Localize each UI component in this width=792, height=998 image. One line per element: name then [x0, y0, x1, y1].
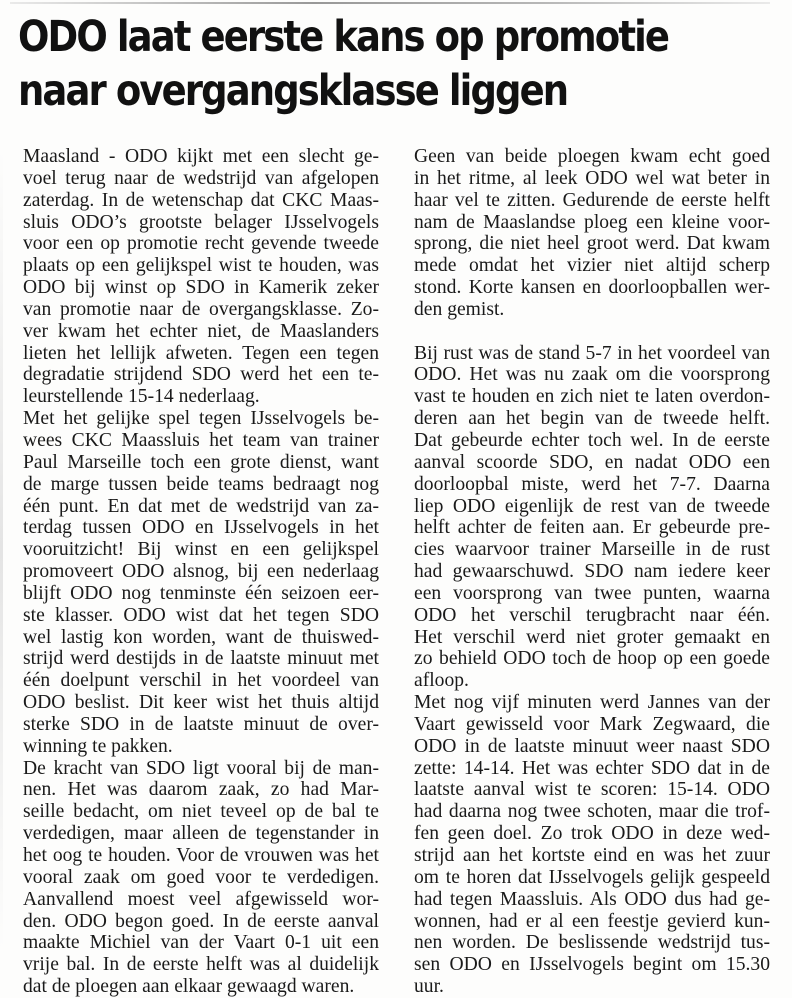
text-line: ODO beslist. Dit keer wist het thuis altijd [23, 692, 379, 714]
text-line: vrije bal. In de eerste helft was al duidelijk [23, 954, 379, 976]
text-line: promoveert ODO alsnog, bij een nederlaag [23, 561, 379, 583]
text-line: Aanvallend moest veel afgewisseld wor- [23, 888, 379, 910]
scan-edge-shadow [0, 150, 3, 950]
text-line: vooruitzicht! Bij winst en een gelijkspel [23, 539, 379, 561]
text-line: Paul Marseille toch een grote dienst, want [23, 451, 379, 473]
text-line: nam de Maaslandse ploeg een kleine voor- [414, 211, 770, 233]
text-line: aanval scoorde SDO, en nadat ODO een [414, 451, 770, 473]
text-line: strijd werd destijds in de laatste minuut met [23, 648, 379, 670]
text-line: wees CKC Maassluis het team van trainer [23, 429, 379, 451]
text-line: voel terug naar de wedstrijd van afgelopen [23, 167, 379, 189]
paragraph [23, 758, 379, 998]
text-line: blijft ODO nog tenminste één seizoen eer- [23, 582, 379, 604]
text-line: maakte Michiel van der Vaart 0-1 uit een [23, 932, 379, 954]
text-line: strijd aan het kortste eind en was het zuur [414, 845, 770, 866]
text-line: verdedigen, maar alleen de tegenstander in [23, 823, 379, 845]
text-line: leurstellende 15-14 nederlaag. [23, 386, 260, 408]
top-rule [10, 2, 770, 4]
text-line: één doelpunt verschil in het voordeel van [23, 670, 379, 692]
headline-line: naar overgangsklasse liggen [18, 66, 568, 116]
text-line: terdag tussen ODO en IJsselvogels in het [23, 517, 379, 539]
text-line: sen ODO en IJsselvogels begint om 15.30 [414, 954, 770, 976]
text-line: Met het gelijke spel tegen IJsselvogels be- [23, 408, 379, 430]
text-line: nen worden. De beslissende wedstrijd tus- [414, 932, 770, 954]
text-line: liep ODO eigenlijk de rest van de tweede [414, 495, 770, 517]
text-line: sprong, die niet heel groot werd. Dat kwam [414, 233, 770, 255]
text-line: een voorsprong van twee punten, waarna [414, 582, 770, 604]
text-line: ODO in de laatste minuut weer naast SDO [414, 735, 770, 757]
text-line: seille bedacht, om niet teveel op de bal te [23, 801, 379, 823]
text-line: om te horen dat IJsselvogels gelijk gespeeld [414, 866, 770, 888]
text-line: den. ODO begon goed. In de eerste aanval [23, 910, 379, 932]
text-line: laatste aanval wist te scoren: 15-14. ODO [414, 779, 770, 801]
text-line: De kracht van SDO ligt vooral bij de man- [23, 757, 379, 779]
text-line: van promotie naar de overgangsklasse. Zo- [23, 298, 379, 320]
text-line: lieten het lellijk afweten. Tegen een tegen [23, 342, 379, 364]
paragraph [414, 692, 770, 998]
text-line: Met nog vijf minuten werd Jannes van der [414, 692, 770, 714]
text-line: dat de ploegen aan elkaar gewaagd waren. [23, 976, 355, 998]
text-line: Het verschil werd niet groter gemaakt en [414, 626, 770, 648]
text-line: wonnen, had er al een feestje gevierd kun- [414, 910, 770, 932]
text-line: Maasland - ODO kijkt met een slecht ge- [23, 146, 379, 167]
text-line: zo behield ODO toch de hoop op een goede [414, 648, 770, 670]
text-line: mede omdat het vizier niet altijd scherp [414, 255, 770, 277]
headline-line: ODO laat eerste kans op promotie [18, 12, 669, 62]
paragraph-gap [414, 321, 770, 343]
text-line: in het ritme, al leek ODO wel wat beter in [414, 167, 770, 189]
text-line: zette: 14-14. Het was echter SDO dat in de [414, 757, 770, 779]
text-line: fen geen doel. Zo trok ODO in deze wed- [414, 823, 770, 845]
text-line: ODO. Het was nu zaak om die voorsprong [414, 364, 770, 386]
text-line: doorloopbal miste, werd het 7-7. Daarna [414, 473, 770, 495]
text-line: Bij rust was de stand 5-7 in het voordeel van [414, 342, 770, 364]
text-line: plaats op een gelijkspel wist te houden, was [23, 255, 379, 277]
text-line: afloop. [414, 670, 469, 692]
text-line: voor een op promotie recht gevende tweede [23, 233, 379, 255]
text-line: Vaart gewisseld voor Mark Zegwaard, die [414, 713, 770, 735]
paragraph [414, 146, 770, 321]
text-line: nen. Het was daarom zaak, zo had Mar- [23, 779, 379, 801]
text-line: cies waarvoor trainer Marseille in de rust [414, 539, 770, 561]
text-line: den gemist. [414, 298, 505, 320]
paragraph [23, 408, 379, 758]
text-line: winning te pakken. [23, 735, 173, 757]
text-line: vooral zaak om goed voor te verdedigen. [23, 866, 379, 888]
text-line: deren aan het begin van de tweede helft. [414, 408, 770, 430]
text-line: de marge tussen beide teams bedraagt nog [23, 473, 379, 495]
text-line: één punt. En dat met de wedstrijd van za- [23, 495, 379, 517]
text-line: ODO bij winst op SDO in Kamerik zeker [23, 277, 379, 299]
article-column-left [23, 146, 379, 998]
text-line: had daarna nog twee schoten, maar die trof- [414, 801, 770, 823]
text-line: degradatie strijdend SDO werd het een te- [23, 364, 379, 386]
text-line: stond. Korte kansen en doorloopballen wer- [414, 277, 770, 299]
text-line: had tegen Maassluis. Als ODO dus had ge- [414, 888, 770, 910]
article-column-right [414, 146, 770, 998]
text-line: zaterdag. In de wetenschap dat CKC Maas- [23, 189, 379, 211]
text-line: helft achter de feiten aan. Er gebeurde pre- [414, 517, 770, 539]
text-line: ste klasser. ODO wist dat het tegen SDO [23, 604, 379, 626]
text-line: had gewaarschuwd. SDO nam iedere keer [414, 561, 770, 583]
text-line: sluis ODO’s grootste belager IJsselvogels [23, 211, 379, 233]
text-line: vast te houden en zich niet te laten overdon- [414, 386, 770, 408]
text-line: ver kwam het echter niet, de Maaslanders [23, 320, 379, 342]
text-line: ODO het verschil terugbracht naar één. [414, 604, 770, 626]
headline [18, 10, 672, 118]
text-line: haar vel te zitten. Gedurende de eerste helft [414, 189, 770, 211]
text-line: Dat gebeurde echter toch wel. In de eerste [414, 429, 770, 451]
text-line: Geen van beide ploegen kwam echt goed [414, 146, 770, 167]
text-line: wel lastig kon worden, want de thuiswed- [23, 626, 379, 648]
paragraph [23, 146, 379, 408]
paragraph [414, 343, 770, 693]
text-line: het oog te houden. Voor de vrouwen was het [23, 845, 379, 866]
text-line: uur. [414, 976, 444, 998]
text-line: sterke SDO in de laatste minuut de over- [23, 713, 379, 735]
